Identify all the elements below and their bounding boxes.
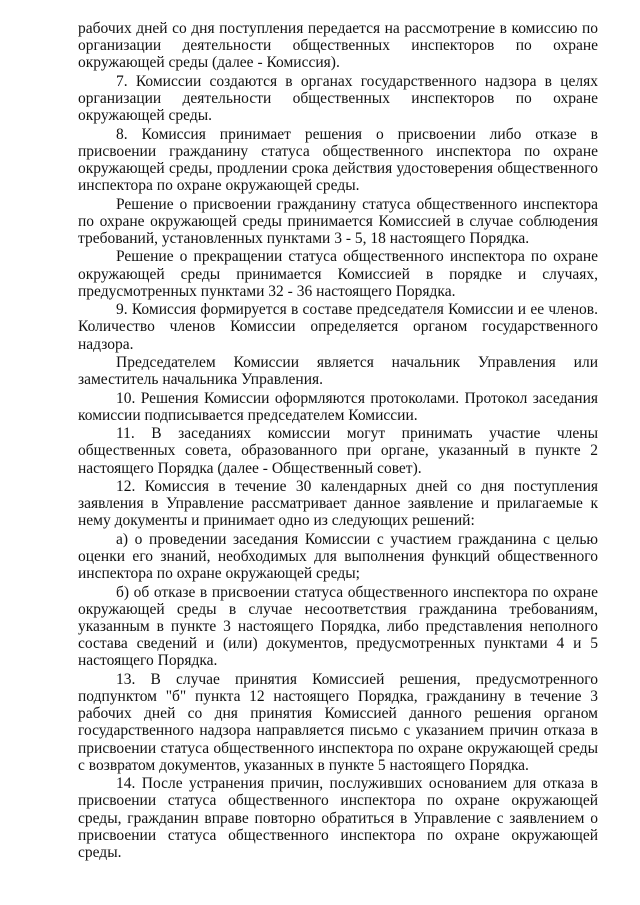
paragraph-13: 13. В случае принятия Комиссией решения, предусмотренного подпунктом "б" пункта 12 настоящего Порядка, гражданину в течение 3 рабочих дней со дня принятия Комиссией данного решения органом государственного надзора направляется письмо с указанием причин отказа в присвоении статуса общественного инспектора по охране окружающей среды с возвратом документов, указанных в пункте 5 настоящего Порядка. (78, 670, 598, 774)
paragraph-12-a: а) о проведении заседания Комиссии с участием гражданина с целью оценки его знаний, необходимых для выполнения функций общественного инспектора по охране окружающей среды; (78, 530, 598, 583)
paragraph-continuation: рабочих дней со дня поступления передается на рассмотрение в комиссию по организации деятельности общественных инспекторов по охране окружающей среды (далее - Комиссия). (78, 20, 598, 72)
paragraph-9-chair: Председателем Комиссии является начальник Управления или заместитель начальника Управления. (78, 353, 598, 389)
paragraph-11: 11. В заседаниях комиссии могут принимать участие члены общественных совета, образованного при органе, указанный в пункте 2 настоящего Порядка (далее - Общественный совет). (78, 425, 598, 477)
paragraph-9: 9. Комиссия формируется в составе председателя Комиссии и ее членов. Количество членов Комиссии определяется органом государственного надзора. (78, 301, 598, 353)
paragraph-8: 8. Комиссия принимает решения о присвоении либо отказе в присвоении гражданину статуса общественного инспектора по охране окружающей среды, продлении срока действия удостоверения общественного инспектора по охране окружающей среды. (78, 125, 598, 195)
paragraph-7: 7. Комиссии создаются в органах государственного надзора в целях организации деятельности общественных инспекторов по охране окружающей среды. (78, 72, 598, 125)
paragraph-8-decision-assign: Решение о присвоении гражданину статуса общественного инспектора по охране окружающей среды принимается Комиссией в случае соблюдения требований, установленных пунктами 3 - 5, 18 настоящего Порядка. (78, 195, 598, 247)
paragraph-10: 10. Решения Комиссии оформляются протоколами. Протокол заседания комиссии подписывается председателем Комиссии. (78, 389, 598, 424)
document-body (78, 20, 598, 862)
paragraph-12-b: б) об отказе в присвоении статуса общественного инспектора по охране окружающей среды в случае несоответствия гражданина требованиям, указанным в пункте 3 настоящего Порядка, либо представления неполного состава сведений и (или) документов, предусмотренных пунктами 4 и 5 настоящего Порядка. (78, 583, 598, 670)
paragraph-12: 12. Комиссия в течение 30 календарных дней со дня поступления заявления в Управление рассматривает данное заявление и прилагаемые к нему документы и принимает одно из следующих решений: (78, 477, 598, 530)
paragraph-14: 14. После устранения причин, послуживших основанием для отказа в присвоении статуса общественного инспектора по охране окружающей среды, гражданин вправе повторно обратиться в Управление с заявлением о присвоении статуса общественного инспектора по охране окружающей среды. (78, 775, 598, 861)
paragraph-8-decision-terminate: Решение о прекращении статуса общественного инспектора по охране окружающей среды принимается Комиссией в порядке и случаях, предусмотренных пунктами 32 - 36 настоящего Порядка. (78, 248, 598, 300)
